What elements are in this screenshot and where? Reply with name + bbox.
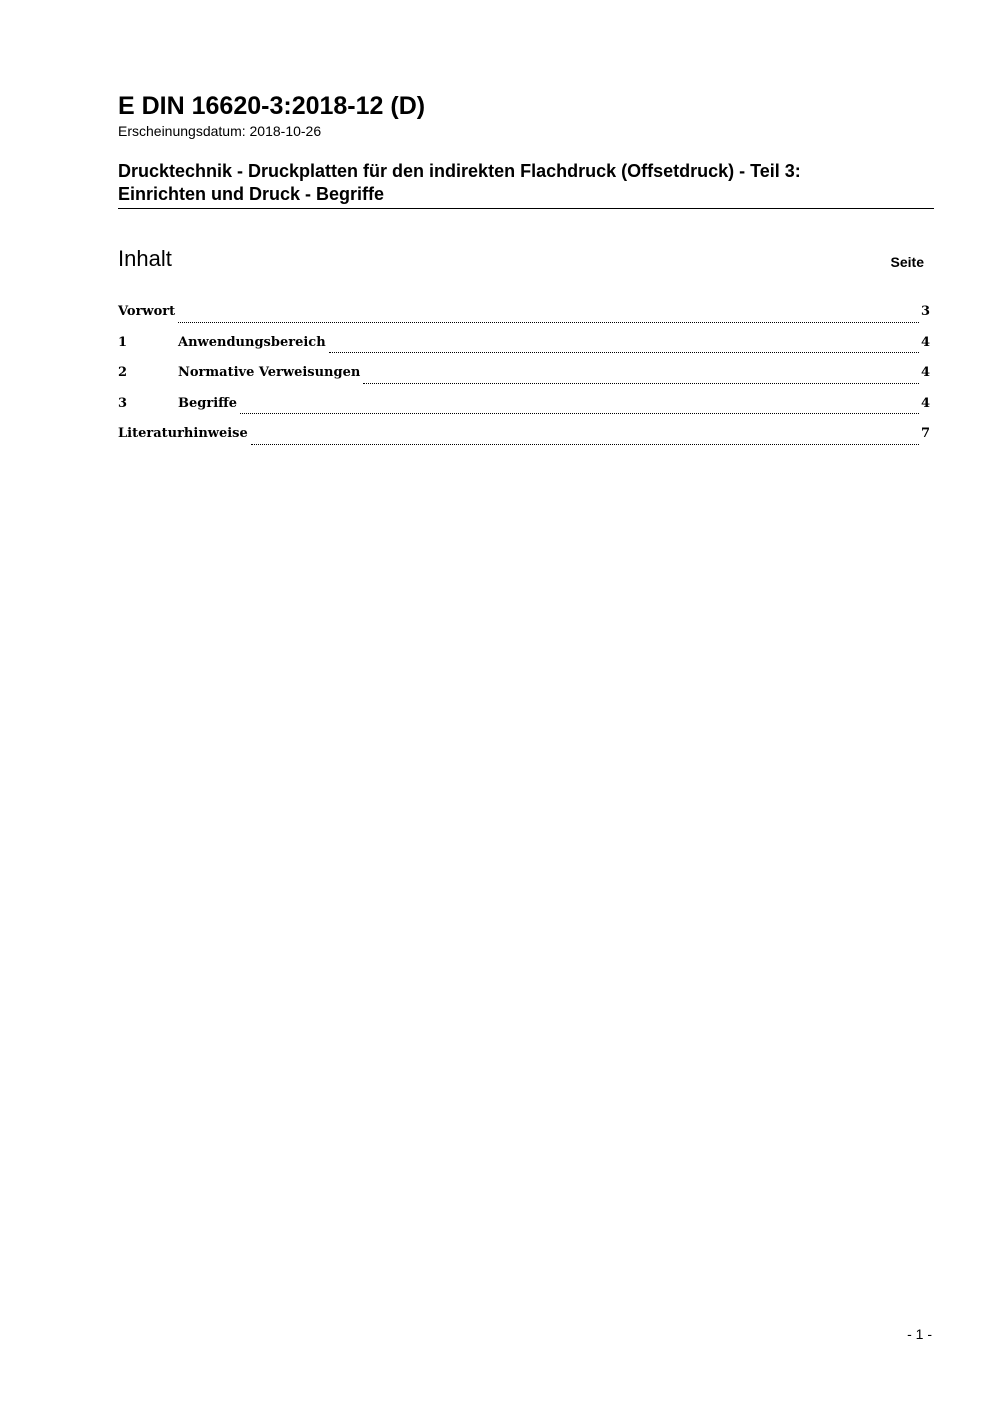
toc-entry-label: Vorwort <box>118 304 176 319</box>
document-title-line-1: Drucktechnik - Druckplatten für den indirekten Flachdruck (Offsetdruck) - Teil 3: <box>118 161 801 181</box>
toc-entry-label: Begriffe <box>178 395 238 411</box>
toc-entry-label: Anwendungsbereich <box>178 334 326 350</box>
toc-entry-begriffe[interactable] <box>118 394 930 425</box>
document-id: E DIN 16620-3:2018-12 (D) <box>118 92 426 120</box>
toc-entry-number: 1 <box>118 334 128 350</box>
toc-dot-leader <box>251 443 919 445</box>
toc-entry-page: 7 <box>920 426 930 441</box>
toc-entry-page: 4 <box>920 334 930 350</box>
document-header <box>118 90 934 209</box>
document-title-line-2: Einrichten und Druck - Begriffe <box>118 184 385 204</box>
toc-dot-leader <box>329 351 919 353</box>
toc-entry-number: 2 <box>118 365 128 380</box>
toc-dot-leader <box>178 321 919 323</box>
toc-entry-literaturhinweise[interactable] <box>118 424 930 455</box>
table-of-contents <box>118 302 930 455</box>
toc-entry-page: 4 <box>920 365 930 380</box>
toc-entry-number: 3 <box>118 395 128 411</box>
document-title <box>118 160 934 209</box>
toc-entry-page: 3 <box>920 304 930 319</box>
toc-entry-label: Normative Verweisungen <box>178 365 361 380</box>
toc-heading: Inhalt <box>118 246 172 271</box>
toc-entry-vorwort[interactable] <box>118 302 930 333</box>
page-number: - 1 - <box>907 1326 932 1342</box>
toc-dot-leader <box>240 412 919 414</box>
toc-dot-leader <box>363 382 919 384</box>
toc-entry-anwendungsbereich[interactable] <box>118 333 930 364</box>
toc-entry-page: 4 <box>920 395 930 411</box>
toc-page-column-label: Seite <box>890 254 924 270</box>
toc-entry-label: Literaturhinweise <box>118 426 248 441</box>
toc-heading-row <box>118 245 928 275</box>
toc-entry-normative-verweisungen[interactable] <box>118 363 930 394</box>
publication-date: Erscheinungsdatum: 2018-10-26 <box>118 123 322 139</box>
